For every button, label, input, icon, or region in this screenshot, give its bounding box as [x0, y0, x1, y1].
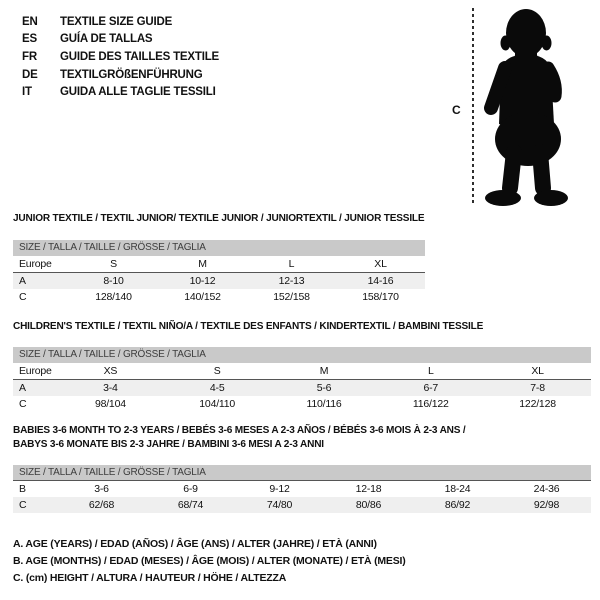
cell: 158/170	[362, 291, 399, 303]
cell: 12-18	[355, 483, 382, 495]
col-label: L	[288, 258, 295, 270]
cell: 86/92	[444, 499, 471, 511]
cell: 62/68	[88, 499, 115, 511]
col-label: M	[198, 258, 207, 270]
cell: 9-12	[269, 483, 290, 495]
col-label: XL	[374, 258, 387, 270]
lang-title: GUIDA ALLE TAGLIE TESSILI	[60, 86, 216, 99]
col-label: L	[427, 365, 434, 377]
col-label: S	[213, 365, 221, 377]
cell: 74/80	[266, 499, 293, 511]
cell: 18-24	[444, 483, 471, 495]
row-label: C	[19, 291, 27, 303]
cell: 80/86	[355, 499, 382, 511]
cell: 5-6	[316, 382, 332, 394]
table-row-c	[13, 289, 425, 305]
lang-row-es	[22, 31, 219, 49]
cell: 10-12	[189, 275, 216, 287]
footnote-a: A. AGE (YEARS) / EDAD (AÑOS) / ÂGE (ANS) / ALTER (JAHRE) / ETÀ (ANNI)	[13, 538, 377, 550]
lang-title: TEXTILE SIZE GUIDE	[60, 15, 173, 28]
cell: 6-9	[183, 483, 198, 495]
col-label: XL	[531, 365, 544, 377]
lang-row-fr	[22, 48, 219, 66]
children-size-table	[13, 347, 591, 412]
cell: 104/110	[199, 398, 236, 410]
col-label: S	[110, 258, 117, 270]
cell: 3-4	[103, 382, 118, 394]
footnote-b: B. AGE (MONTHS) / EDAD (MESES) / ÂGE (MOIS) / ALTER (MONATE) / ETÀ (MESI)	[13, 555, 406, 567]
cell: 24-36	[533, 483, 560, 495]
table-row-a	[13, 273, 425, 289]
lang-code: FR	[22, 50, 37, 63]
lang-title: GUIDE DES TAILLES TEXTILE	[60, 50, 219, 63]
height-measure-dotted-line	[472, 8, 474, 206]
cell: 3-6	[94, 483, 109, 495]
cell: 8-10	[103, 275, 124, 287]
babies-title-line-2: BABYS 3-6 MONATE BIS 2-3 JAHRE / BAMBINI 3-6 MESI A 2-3 ANNI	[13, 438, 324, 450]
height-measure-label: C	[452, 103, 461, 117]
cell: 140/152	[184, 291, 221, 303]
cell: 116/122	[412, 398, 449, 410]
size-header-bar: SIZE / TALLA / TAILLE / GRÖSSE / TAGLIA	[13, 465, 591, 481]
cell: 98/104	[94, 398, 126, 410]
lang-row-en	[22, 13, 219, 31]
column-header-row	[13, 363, 591, 380]
junior-table-title: JUNIOR TEXTILE / TEXTIL JUNIOR/ TEXTILE JUNIOR / JUNIORTEXTIL / JUNIOR TESSILE	[13, 212, 425, 224]
cell: 6-7	[423, 382, 439, 394]
col-label: Europe	[19, 365, 52, 377]
lang-title: GUÍA DE TALLAS	[60, 33, 153, 46]
babies-size-table	[13, 465, 591, 513]
lang-code: IT	[22, 86, 32, 99]
size-header-bar: SIZE / TALLA / TAILLE / GRÖSSE / TAGLIA	[13, 347, 591, 363]
lang-row-it	[22, 83, 219, 101]
col-label: M	[319, 365, 329, 377]
cell: 12-13	[278, 275, 305, 287]
cell: 68/74	[177, 499, 204, 511]
row-label: A	[19, 275, 26, 287]
toddler-silhouette	[479, 6, 594, 208]
cell: 4-5	[209, 382, 225, 394]
cell: 7-8	[530, 382, 545, 394]
row-label: A	[19, 382, 26, 394]
footnote-c: C. (cm) HEIGHT / ALTURA / HAUTEUR / HÖHE / ALTEZZA	[13, 572, 287, 584]
lang-row-de	[22, 66, 219, 84]
cell: 122/128	[519, 398, 556, 410]
size-header-bar: SIZE / TALLA / TAILLE / GRÖSSE / TAGLIA	[13, 240, 425, 256]
lang-code: DE	[22, 68, 38, 81]
col-label: XS	[103, 365, 118, 377]
babies-table-title	[13, 423, 466, 451]
col-label: Europe	[19, 258, 52, 270]
row-label: B	[19, 483, 26, 495]
table-row-c	[13, 497, 591, 513]
column-header-row	[13, 256, 425, 273]
cell: 128/140	[95, 291, 132, 303]
table-row-a	[13, 380, 591, 396]
cell: 92/98	[533, 499, 560, 511]
row-label: C	[19, 499, 27, 511]
cell: 14-16	[367, 275, 394, 287]
row-label: C	[19, 398, 27, 410]
lang-code: ES	[22, 33, 37, 46]
junior-size-table	[13, 240, 425, 305]
table-row-b	[13, 481, 591, 497]
language-title-list	[22, 13, 219, 101]
legend-footnotes	[13, 536, 406, 587]
lang-title: TEXTILGRÖßENFÜHRUNG	[60, 68, 203, 81]
babies-title-line-1: BABIES 3-6 MONTH TO 2-3 YEARS / BEBÉS 3-6 MESES A 2-3 AÑOS / BÉBÉS 3-6 MOIS À 2-3 ANS /	[13, 424, 466, 436]
cell: 110/116	[306, 398, 342, 410]
children-table-title: CHILDREN'S TEXTILE / TEXTIL NIÑO/A / TEXTILE DES ENFANTS / KINDERTEXTIL / BAMBINI TESSILE	[13, 320, 484, 332]
cell: 152/158	[273, 291, 310, 303]
table-row-c	[13, 396, 591, 412]
lang-code: EN	[22, 15, 38, 28]
